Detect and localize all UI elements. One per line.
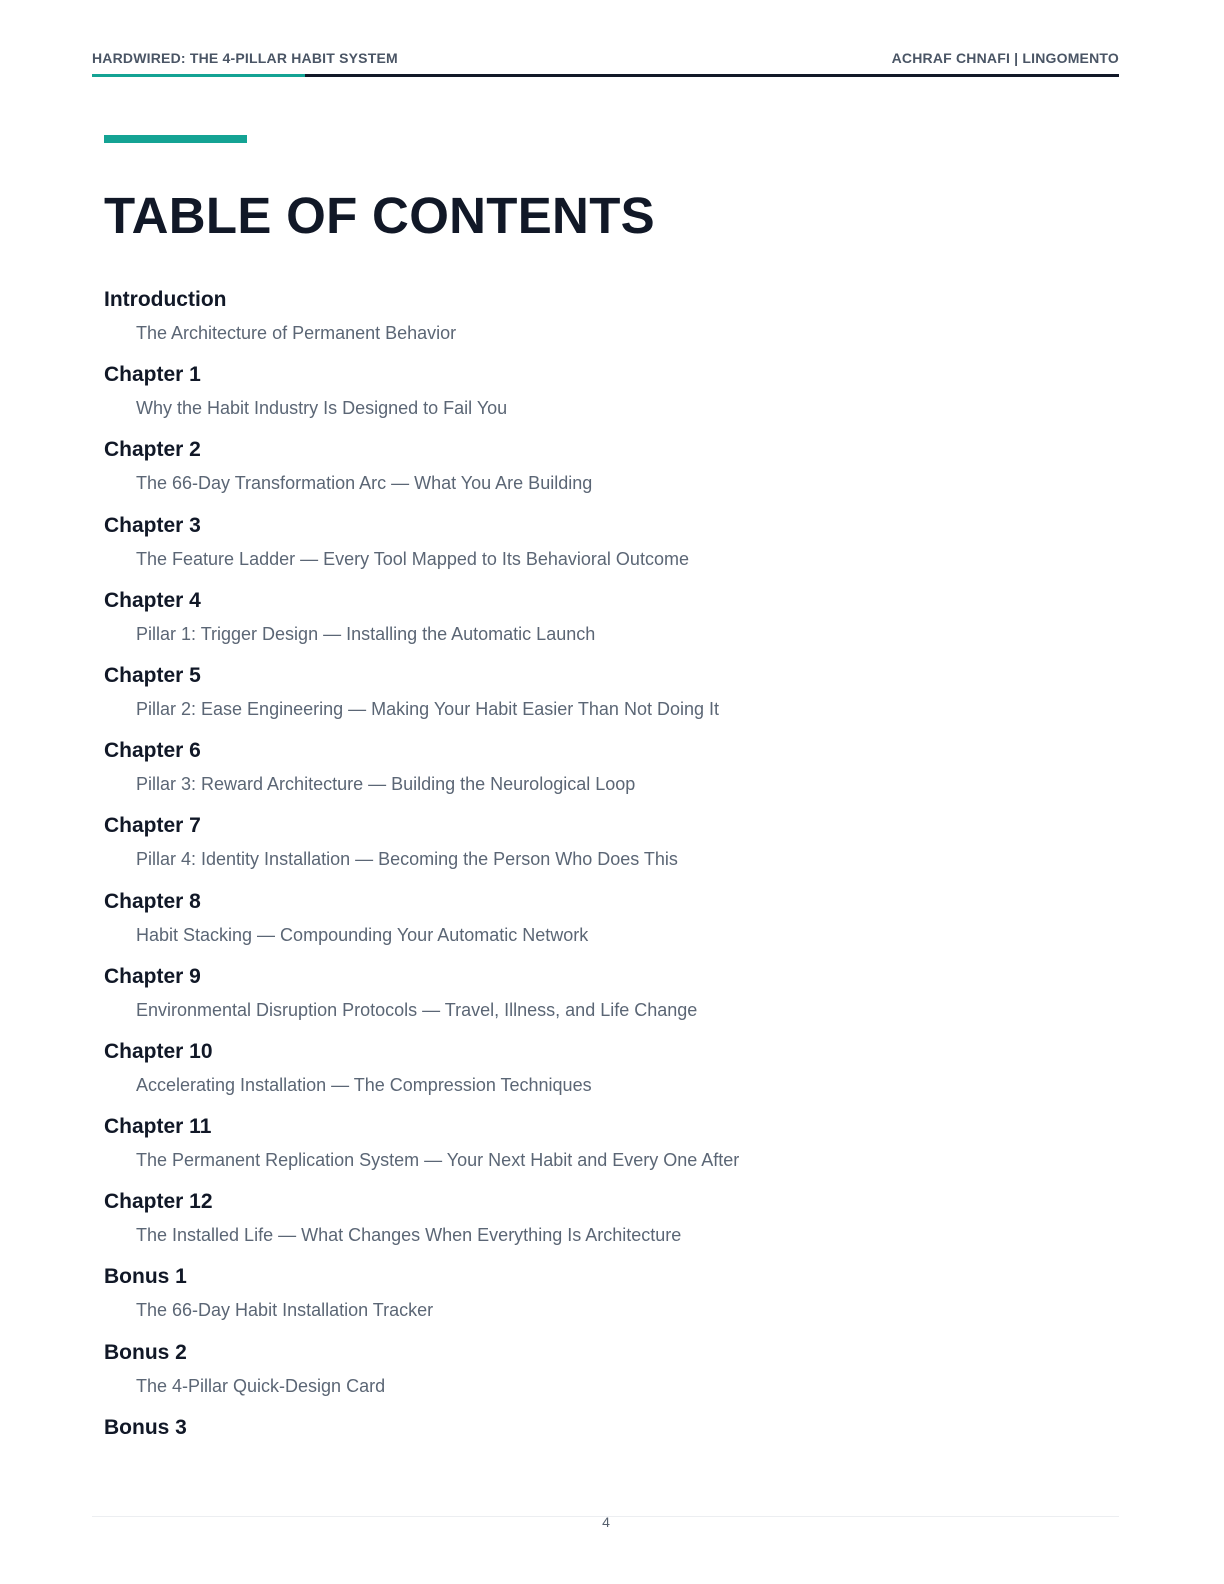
toc-entry-label: Chapter 4 <box>104 588 201 612</box>
toc-entry <box>104 285 1104 360</box>
header-author: ACHRAF CHNAFI | LINGOMENTO <box>891 50 1119 66</box>
toc-entry <box>104 811 1104 886</box>
header-rule-accent <box>92 74 305 77</box>
toc-entry-description: The 66-Day Transformation Arc — What You Are Building <box>136 473 593 494</box>
page-number: 4 <box>602 1514 610 1530</box>
toc-entry <box>104 962 1104 1037</box>
toc-entry-description: Habit Stacking — Compounding Your Automatic Network <box>136 924 589 945</box>
toc-entry <box>104 736 1104 811</box>
toc-entry <box>104 1112 1104 1187</box>
toc-entry <box>104 1338 1104 1413</box>
toc-entry-description: The 66-Day Habit Installation Tracker <box>136 1300 434 1321</box>
toc-entry-description: The Architecture of Permanent Behavior <box>136 323 457 343</box>
toc-entry-description: Pillar 2: Ease Engineering — Making Your Habit Easier Than Not Doing It <box>136 698 719 719</box>
toc-entry-label: Chapter 11 <box>104 1115 212 1139</box>
toc-entry-description: Environmental Disruption Protocols — Travel, Illness, and Life Change <box>136 999 698 1020</box>
toc-entry-label: Chapter 3 <box>104 513 201 537</box>
toc-entry-label: Chapter 2 <box>104 438 201 462</box>
toc-entry <box>104 1413 1104 1488</box>
toc-entry-description: Accelerating Installation — The Compression Techniques <box>136 1074 592 1095</box>
toc-entry-description: Pillar 4: Identity Installation — Becoming the Person Who Does This <box>136 849 678 870</box>
toc-entry <box>104 1187 1104 1262</box>
toc-entry-description: Pillar 3: Reward Architecture — Building the Neurological Loop <box>136 774 636 795</box>
running-header <box>92 50 1119 68</box>
title-accent-bar <box>104 135 247 143</box>
toc-entry <box>104 586 1104 661</box>
toc-entry-label: Introduction <box>104 288 227 311</box>
toc-entry-description: Why the Habit Industry Is Designed to Fail You <box>136 398 508 419</box>
toc-entry-label: Chapter 5 <box>104 663 201 687</box>
toc-entry-label: Chapter 1 <box>104 363 201 387</box>
toc-entry <box>104 1262 1104 1337</box>
toc-entry-description: The Installed Life — What Changes When Everything Is Architecture <box>136 1225 682 1246</box>
toc-entry-description: The 4-Pillar Quick-Design Card <box>136 1375 386 1396</box>
toc-entry-description: The Feature Ladder — Every Tool Mapped to Its Behavioral Outcome <box>136 548 689 569</box>
toc-entry <box>104 661 1104 736</box>
toc-entry <box>104 1037 1104 1112</box>
toc-entry-description: The Permanent Replication System — Your Next Habit and Every One After <box>136 1150 740 1171</box>
toc-entry-label: Chapter 12 <box>104 1190 213 1214</box>
toc-entry-label: Chapter 10 <box>104 1039 213 1063</box>
toc-entry-label: Bonus 2 <box>104 1340 187 1364</box>
toc-entry-label: Bonus 1 <box>104 1265 187 1289</box>
toc-entry-label: Bonus 3 <box>104 1415 187 1439</box>
table-of-contents <box>104 285 1104 1488</box>
toc-entry <box>104 511 1104 586</box>
toc-entry-label: Chapter 6 <box>104 739 201 763</box>
page-title: TABLE OF CONTENTS <box>104 187 655 244</box>
toc-entry-label: Chapter 7 <box>104 814 201 838</box>
header-book-title: HARDWIRED: THE 4-PILLAR HABIT SYSTEM <box>92 50 398 66</box>
toc-entry-description: Pillar 1: Trigger Design — Installing the Automatic Launch <box>136 623 596 644</box>
toc-entry <box>104 887 1104 962</box>
toc-entry-label: Chapter 9 <box>104 964 201 988</box>
toc-entry <box>104 360 1104 435</box>
toc-entry-label: Chapter 8 <box>104 889 201 913</box>
toc-entry <box>104 435 1104 510</box>
